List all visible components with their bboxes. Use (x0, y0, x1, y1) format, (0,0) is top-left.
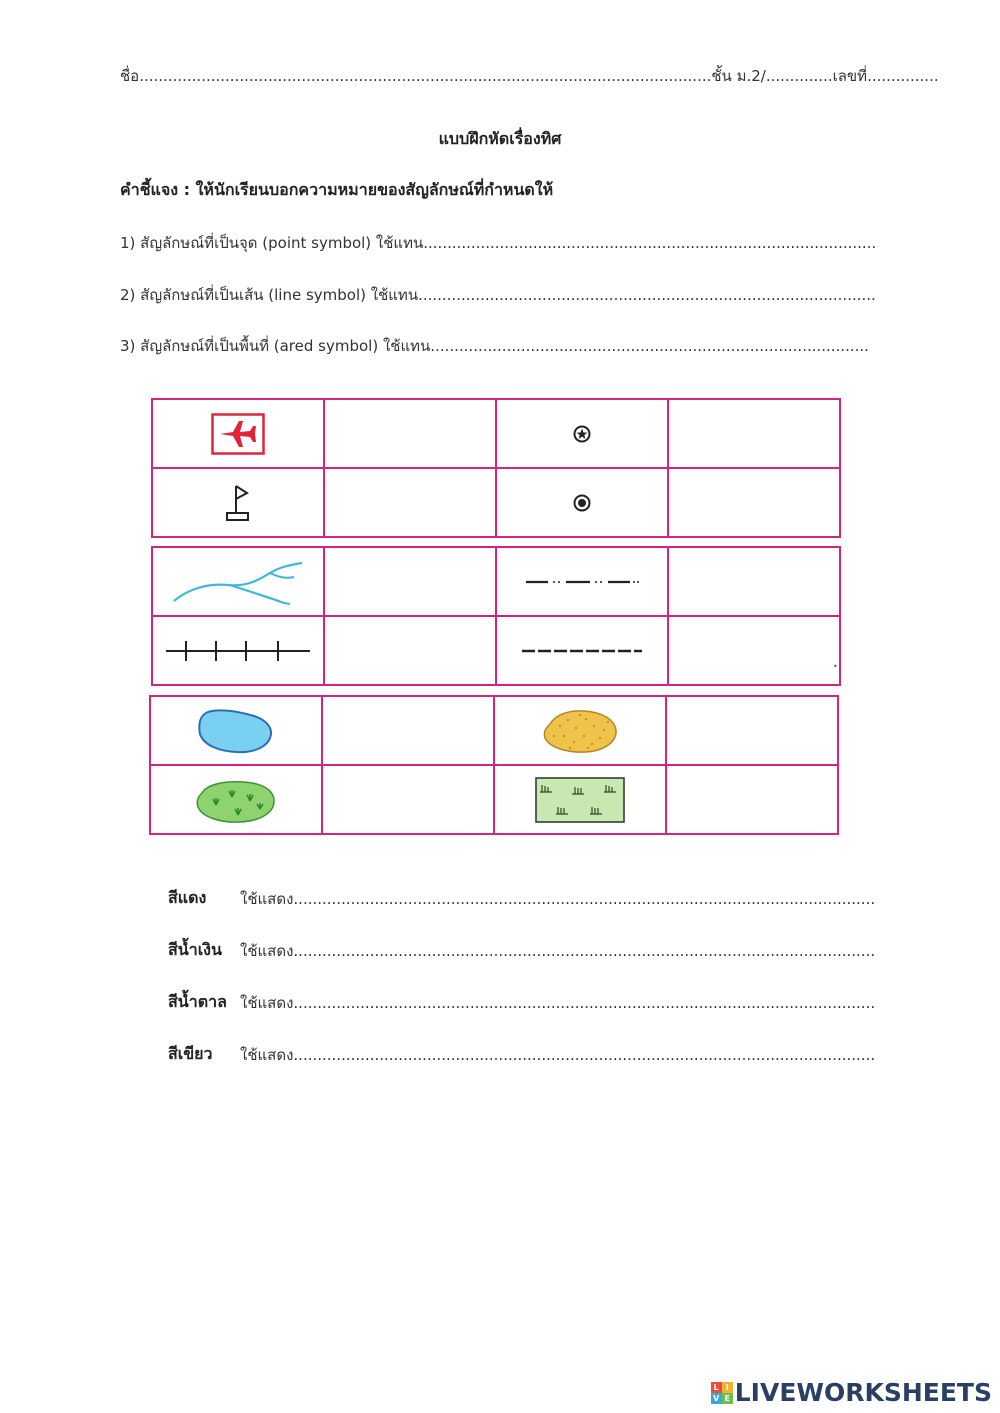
answer-cell[interactable] (668, 616, 840, 685)
question-3 (120, 334, 869, 358)
answer-cell[interactable] (668, 547, 840, 616)
badge-letter: E (722, 1393, 733, 1404)
number-blank[interactable]: ............... (867, 67, 939, 85)
airport-icon (211, 413, 265, 455)
symbol-cell (152, 399, 324, 468)
name-blank[interactable]: ........................................................................................................................ (139, 67, 712, 85)
answer-cell[interactable] (668, 399, 840, 468)
color-name: สีแดง (168, 888, 207, 907)
color-label: ใช้แสดง (240, 994, 294, 1012)
star-circle-icon (572, 424, 592, 444)
railway-icon (164, 636, 312, 666)
page-title: แบบฝึกหัดเรื่องทิศ (438, 129, 562, 148)
student-info-line (120, 64, 939, 88)
answer-cell[interactable] (324, 399, 496, 468)
marsh-area-icon (534, 776, 626, 824)
logo-text: LIVEWORKSHEETS (734, 1378, 992, 1407)
instruction-text: คำชี้แจง : ให้นักเรียนบอกความหมายของสัญลักษณ์ที่กำหนดให้ (120, 180, 554, 199)
answer-cell[interactable] (666, 696, 838, 765)
badge-letter: V (711, 1393, 722, 1404)
dot-circle-icon (572, 493, 592, 513)
number-label: เลขที่ (832, 67, 868, 85)
badge-letter: L (711, 1382, 722, 1393)
answer-blank[interactable]: .......................................................................................................................... (293, 942, 876, 960)
answer-cell[interactable] (324, 616, 496, 685)
symbol-cell (494, 696, 666, 765)
symbol-cell (150, 696, 322, 765)
water-area-icon (196, 706, 276, 756)
class-blank[interactable]: .............. (765, 67, 833, 85)
grass-area-icon (194, 775, 278, 825)
answer-cell[interactable] (668, 468, 840, 537)
liveworksheets-logo[interactable] (711, 1378, 992, 1407)
answer-cell[interactable] (324, 468, 496, 537)
area-symbol-table (149, 695, 839, 835)
answer-cell[interactable] (666, 765, 838, 834)
symbol-cell (496, 616, 668, 685)
symbol-cell (152, 616, 324, 685)
color-answer (240, 1043, 875, 1067)
answer-blank[interactable]: ............................................................................................... (423, 234, 877, 252)
color-answer (240, 991, 875, 1015)
answer-blank[interactable]: .......................................................................................................................... (293, 1046, 876, 1064)
question-text: 2) สัญลักษณ์ที่เป็นเส้น (line symbol) ใช้แทน (120, 286, 419, 304)
symbol-cell (496, 468, 668, 537)
stray-dot: • (833, 662, 838, 671)
color-label: ใช้แสดง (240, 890, 294, 908)
symbol-cell (152, 468, 324, 537)
color-name: สีน้ำตาล (168, 992, 227, 1011)
logo-badge-icon (711, 1382, 733, 1404)
symbol-cell (152, 547, 324, 616)
color-answer (240, 887, 875, 911)
color-name: สีเขียว (168, 1044, 213, 1063)
question-1 (120, 231, 876, 255)
river-icon (168, 557, 308, 607)
answer-cell[interactable] (322, 765, 494, 834)
class-label: ชั้น ม.2/ (711, 67, 766, 85)
symbol-cell (150, 765, 322, 834)
question-text: 1) สัญลักษณ์ที่เป็นจุด (point symbol) ใช้แทน (120, 234, 424, 252)
name-label: ชื่อ (120, 67, 140, 85)
answer-blank[interactable]: ................................................................................................ (418, 286, 876, 304)
point-symbol-table (151, 398, 841, 538)
line-symbol-table (151, 546, 841, 686)
question-2 (120, 283, 876, 307)
color-answer (240, 939, 875, 963)
color-name: สีน้ำเงิน (168, 940, 222, 959)
dashed-line-icon (520, 646, 644, 656)
symbol-cell (494, 765, 666, 834)
answer-blank[interactable]: ............................................................................................ (430, 337, 869, 355)
symbol-cell (496, 399, 668, 468)
answer-cell[interactable] (322, 696, 494, 765)
dash-dot-line-icon (524, 576, 640, 588)
sand-area-icon (540, 706, 620, 756)
color-label: ใช้แสดง (240, 942, 294, 960)
question-text: 3) สัญลักษณ์ที่เป็นพื้นที่ (ared symbol) ใช้แทน (120, 337, 431, 355)
answer-blank[interactable]: .......................................................................................................................... (293, 890, 876, 908)
badge-letter: I (722, 1382, 733, 1393)
answer-cell[interactable] (324, 547, 496, 616)
color-label: ใช้แสดง (240, 1046, 294, 1064)
flag-icon (223, 482, 253, 524)
symbol-cell (496, 547, 668, 616)
answer-blank[interactable]: .......................................................................................................................... (293, 994, 876, 1012)
